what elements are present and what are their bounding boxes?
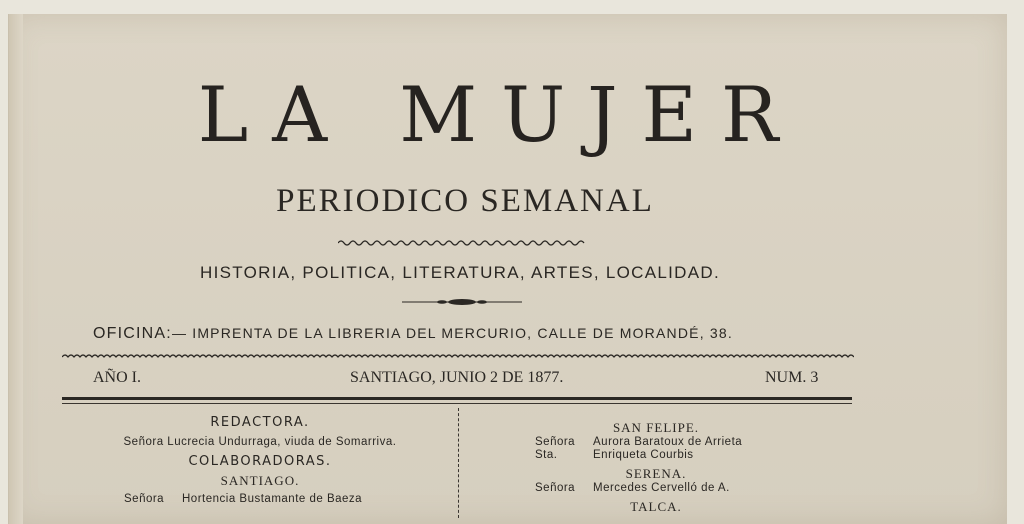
city-heading-serena: SERENA. (625, 466, 687, 481)
entry-name: Enriqueta Courbis (593, 449, 694, 461)
dateline-rule-thin (62, 403, 852, 404)
issue-number: NUM. 3 (765, 369, 819, 386)
editor-heading: REDACTORA. (210, 415, 310, 430)
place-date: SANTIAGO, JUNIO 2 DE 1877. (350, 369, 564, 386)
city-heading-san-felipe: SAN FELIPE. (612, 420, 700, 435)
city-heading-talca: TALCA. (630, 499, 682, 514)
collaborators-heading: COLABORADORAS. (188, 454, 332, 469)
right-column (460, 420, 852, 515)
wavy-divider-dateline (62, 352, 854, 362)
editor-name: Señora Lucrecia Undurraga, viuda de Somarriva. (123, 436, 397, 448)
topics-line: HISTORIA, POLITICA, LITERATURA, ARTES, LOCALIDAD. (200, 263, 720, 282)
city-heading-santiago: SANTIAGO. (220, 473, 300, 488)
year-label: AÑO I. (93, 369, 141, 386)
masthead-title: LA MUJER (197, 70, 803, 159)
entry-name: Hortencia Bustamante de Baeza (182, 493, 363, 505)
list-item (460, 482, 852, 495)
entry-title: Señora (535, 482, 576, 494)
list-item (460, 436, 852, 449)
dateline-rule-thick (62, 397, 852, 400)
wavy-divider-top (338, 238, 586, 248)
serena-list (460, 482, 852, 495)
entry-name: Aurora Baratoux de Arrieta (593, 436, 743, 448)
ornament-divider (402, 296, 522, 308)
entry-name: Mercedes Cervelló de A. (593, 482, 730, 494)
list-item (62, 493, 458, 506)
office-line (93, 325, 853, 343)
office-text: — IMPRENTA DE LA LIBRERIA DEL MERCURIO, CALLE DE MORANDÉ, 38. (171, 325, 733, 341)
masthead-subtitle: PERIODICO SEMANAL (276, 183, 654, 219)
entry-title: Sta. (535, 449, 558, 461)
san-felipe-list (460, 436, 852, 462)
list-item (460, 449, 852, 462)
office-label: OFICINA: (93, 325, 172, 342)
entry-title: Señora (535, 436, 576, 448)
column-divider (458, 408, 459, 518)
dateline (93, 369, 838, 391)
entry-title: Señora (124, 493, 165, 505)
left-column (62, 415, 458, 506)
